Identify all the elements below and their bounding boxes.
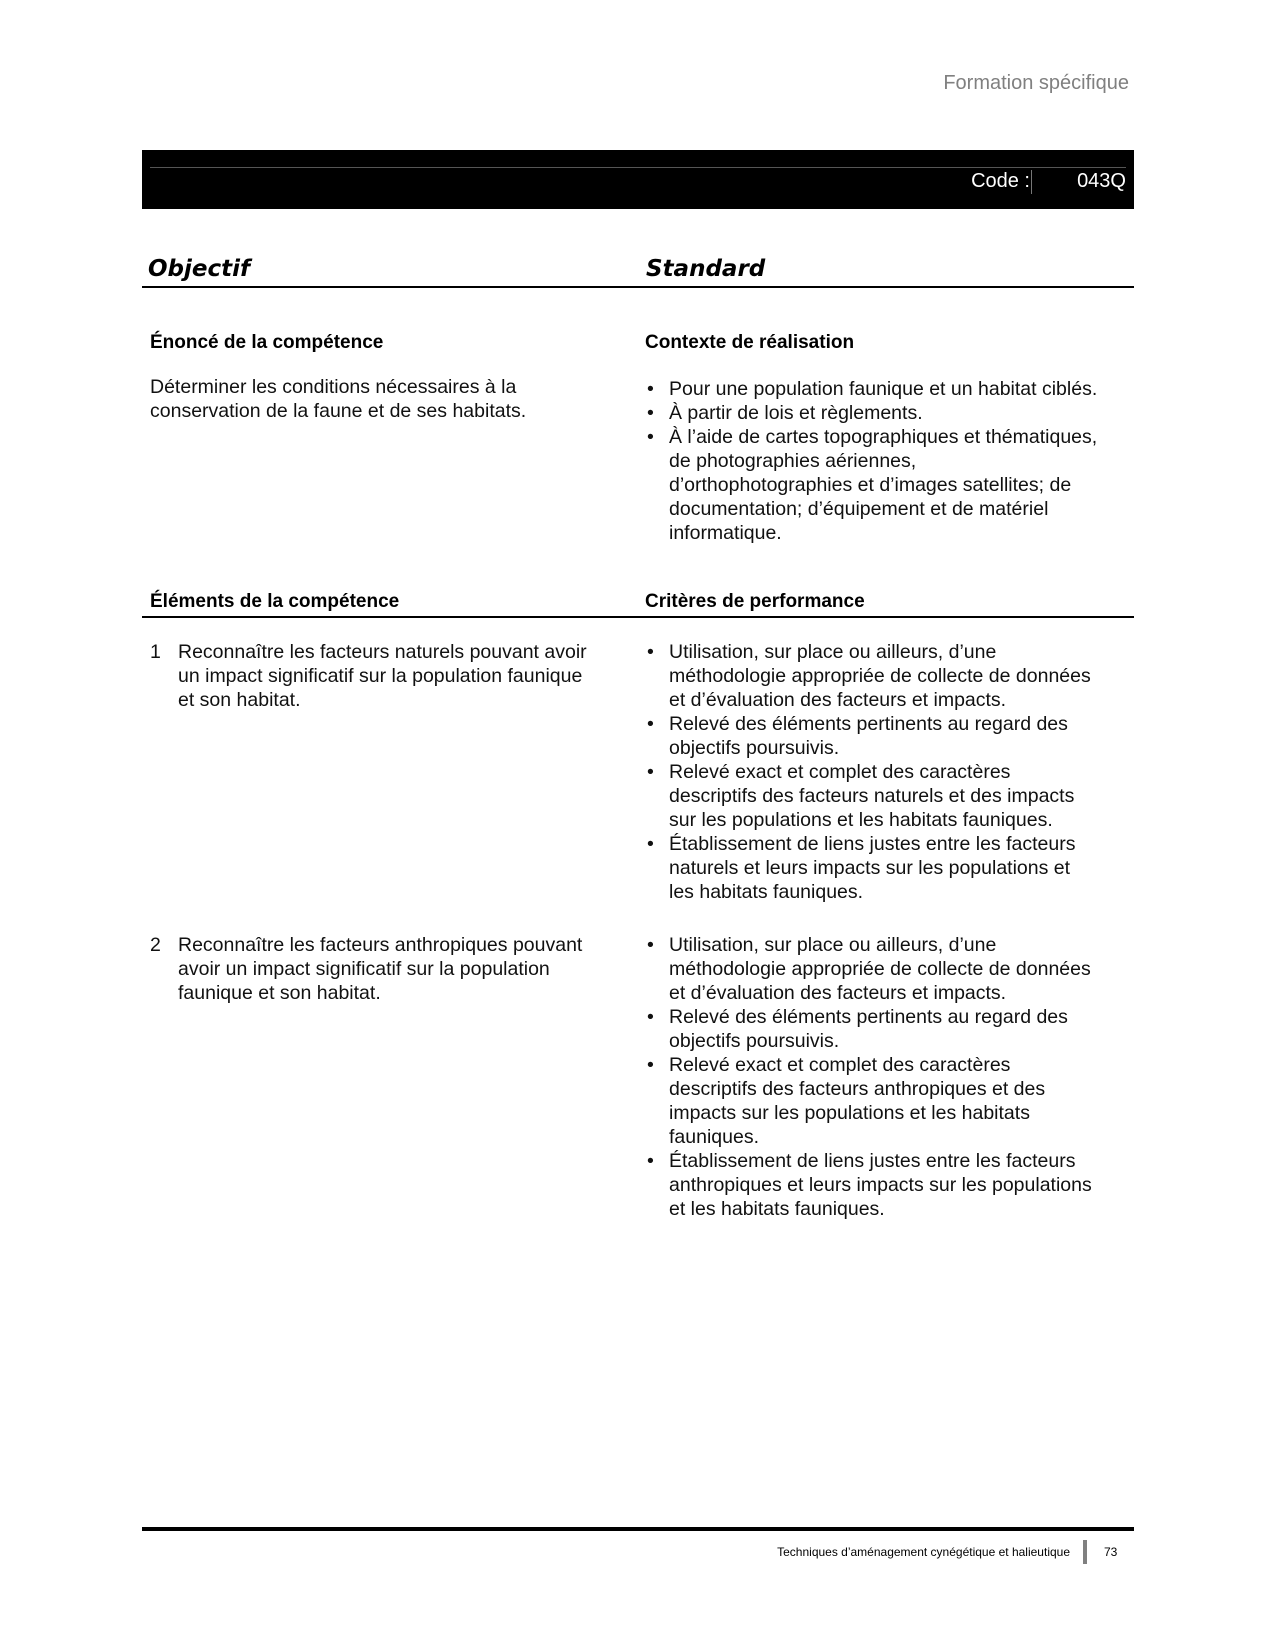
column-heading-standard: Standard [646,256,766,282]
bullet-line: À l’aide de cartes topographiques et thématiques, [669,426,1098,448]
column-heading-objectif: Objectif [148,256,251,282]
bullet-item [645,640,1135,712]
bullet-icon: • [647,1150,654,1172]
bullet-line: et d’évaluation des facteurs et impacts. [669,982,1007,1004]
element-line: et son habitat. [178,689,301,711]
bullet-icon: • [647,1006,654,1028]
bullet-line: méthodologie appropriée de collecte de données [669,665,1091,687]
bullet-icon: • [647,833,654,855]
element-text [178,933,620,1005]
bullet-item [645,1149,1135,1221]
element-line: faunique et son habitat. [178,982,381,1004]
bullet-item [645,1005,1135,1053]
footer-separator [1083,1540,1087,1564]
bullet-line: informatique. [669,522,782,544]
bullet-line: Pour une population faunique et un habitat ciblés. [669,378,1098,400]
contexte-heading: Contexte de réalisation [645,332,855,353]
bullet-icon: • [647,641,654,663]
criteres-heading: Critères de performance [645,591,865,612]
bullet-icon: • [647,1054,654,1076]
code-bar [142,150,1134,209]
bullet-item [645,832,1135,904]
bullet-line: sur les populations et les habitats fauniques. [669,809,1053,831]
bullet-line: Relevé exact et complet des caractères [669,1054,1011,1076]
code-value: 043Q [1077,170,1126,192]
bullet-line: objectifs poursuivis. [669,1030,840,1052]
bullet-line: de photographies aériennes, [669,450,917,472]
bullet-item [645,933,1135,1005]
bullet-line: Établissement de liens justes entre les facteurs [669,833,1076,855]
section-label: Formation spécifique [943,72,1129,94]
bullet-line: objectifs poursuivis. [669,737,840,759]
bullet-item [645,760,1135,832]
bullet-icon: • [647,713,654,735]
competence-line: Déterminer les conditions nécessaires à la [150,376,517,398]
element-line: un impact significatif sur la population faunique [178,665,583,687]
bullet-item [645,425,1135,545]
bullet-icon: • [647,761,654,783]
bullet-icon: • [647,426,654,448]
element-number: 2 [150,934,161,956]
criteres-list [645,640,1135,904]
bullet-line: anthropiques et leurs impacts sur les populations [669,1174,1092,1196]
bullet-line: Utilisation, sur place ou ailleurs, d’une [669,641,997,663]
bullet-item [645,1053,1135,1149]
bullet-line: Utilisation, sur place ou ailleurs, d’une [669,934,997,956]
bullet-line: Établissement de liens justes entre les facteurs [669,1150,1076,1172]
bullet-line: À partir de lois et règlements. [669,402,923,424]
page-number: 73 [1104,1545,1118,1559]
bullet-line: descriptifs des facteurs anthropiques et des [669,1078,1046,1100]
bullet-line: naturels et leurs impacts sur les populations et [669,857,1071,879]
code-separator [1031,170,1032,194]
element-item [150,933,620,1005]
bullet-line: Relevé des éléments pertinents au regard des [669,713,1068,735]
bullet-line: documentation; d’équipement et de matériel [669,498,1049,520]
bullet-icon: • [647,934,654,956]
competence-text [150,375,526,423]
contexte-list [645,377,1135,545]
bullet-icon: • [647,402,654,424]
footer-rule [142,1527,1134,1531]
bullet-line: et d’évaluation des facteurs et impacts. [669,689,1007,711]
bullet-line: d’orthophotographies et d’images satellites; de [669,474,1072,496]
bullet-line: les habitats fauniques. [669,881,864,903]
column-heading-rule [142,286,1134,288]
bullet-line: fauniques. [669,1126,759,1148]
criteres-list [645,933,1135,1221]
code-label: Code : [971,170,1030,192]
bullet-line: descriptifs des facteurs naturels et des impacts [669,785,1075,807]
bullet-item [645,401,1135,425]
element-item [150,640,620,712]
bullet-line: Relevé exact et complet des caractères [669,761,1011,783]
bullet-icon: • [647,378,654,400]
bullet-line: Relevé des éléments pertinents au regard des [669,1006,1068,1028]
competence-line: conservation de la faune et de ses habitats. [150,400,527,422]
element-line: avoir un impact significatif sur la population [178,958,550,980]
elements-heading: Éléments de la compétence [150,591,400,612]
bullet-line: impacts sur les populations et les habitats [669,1102,1030,1124]
footer-title: Techniques d’aménagement cynégétique et halieutique [777,1545,1070,1559]
bullet-line: méthodologie appropriée de collecte de données [669,958,1091,980]
elements-heading-rule [142,616,1134,618]
competence-heading: Énoncé de la compétence [150,332,384,353]
element-text [178,640,620,712]
bullet-item [645,377,1135,401]
bullet-item [645,712,1135,760]
element-line: Reconnaître les facteurs anthropiques pouvant [178,934,583,956]
element-line: Reconnaître les facteurs naturels pouvant avoir [178,641,587,663]
element-number: 1 [150,641,161,663]
bullet-line: et les habitats fauniques. [669,1198,885,1220]
code-bar-line [150,167,1126,168]
